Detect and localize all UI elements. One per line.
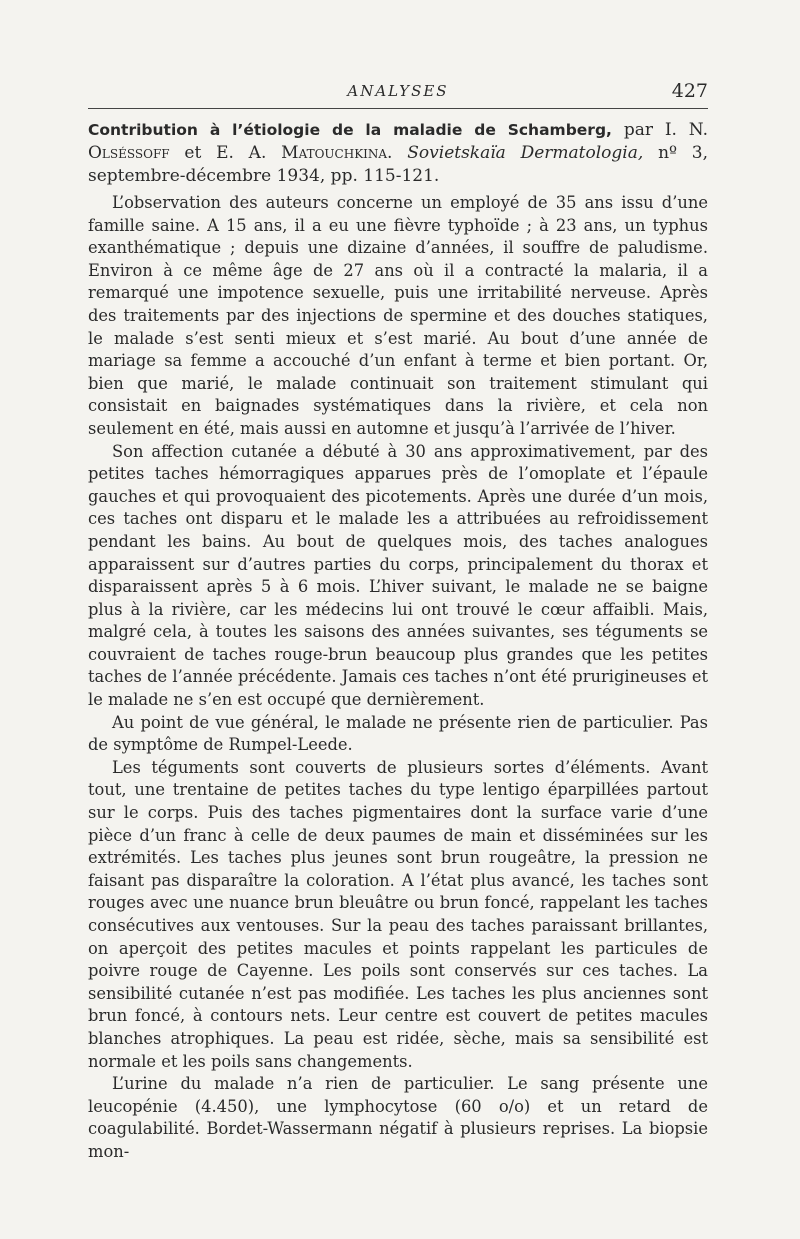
article-title: Contribution à l’étiologie de la maladie de Schamberg, — [88, 121, 612, 139]
journal-issue: nº 3, septembre-décembre 1934, pp. 115-121. — [88, 143, 709, 186]
paragraph-teguments: Les téguments sont couverts de plusieurs sortes d’éléments. Avant tout, une trentaine de petites taches du type lentigo éparpillées partout sur le corps. Puis des taches pigmentaires dont la surface varie d’une pièce d’un franc à celle de deux paumes de main et disséminées sur les extrémités. Les taches plus jeunes sont brun rougeâtre, la pression ne faisant pas disparaître la coloration. A l’état plus avancé, les taches sont rouges avec une nuance brun bleuâtre ou brun foncé, rappelant les taches consécutives aux ventouses. Sur la peau des taches paraissant brillantes, on aperçoit des petites macules et points rappelant les particules de poivre rouge de Cayenne. Les poils sont conservés sur ces taches. La sensibilité cutanée n’est pas modifiée. Les taches les plus anciennes sont brun foncé, à contours nets. Leur centre est couvert de petites macules blanches atrophiques. La peau est ridée, sèche, mais sa sensibilité est normale et les poils sans changements. — [88, 757, 708, 1071]
author-1: Olséssoff — [88, 143, 170, 163]
page — [88, 78, 708, 1164]
paragraph-onset: Son affection cutanée a débuté à 30 ans approximativement, par des petites taches hémorragiques apparues près de l’omoplate et l’épaule gauches et qui provoquaient des picotements. Après une durée d’un mois, ces taches ont disparu et le malade les a attribuées au refroidissement pendant les bains. Au bout de quelques mois, des taches analogues apparaissent sur d’autres parties du corps, principalement du thorax et disparaissent après 5 à 6 mois. L’hiver suivant, le malade ne se baigne plus à la rivière, car les médecins lui ont trouvé le cœur affaibli. Mais, malgré cela, à toutes les saisons des années suivantes, ses téguments se couvraient de taches rouge-brun beaucoup plus grandes que les petites taches de l’année précédente. Jamais ces taches n’ont été prurigineuses et le malade ne s’en est occupé que dernièrement. — [88, 441, 708, 710]
authors-by: par I. N. — [623, 120, 709, 140]
article-heading — [88, 119, 708, 188]
authors-join: et E. A. — [184, 143, 267, 163]
author-2: Matouchkina. — [281, 143, 393, 163]
page-number: 427 — [671, 80, 708, 102]
header-rule — [88, 108, 708, 109]
paragraph-observation: L’observation des auteurs concerne un employé de 35 ans issu d’une famille saine. A 15 ans, il a eu une fièvre typhoïde ; à 23 ans, un typhus exanthématique ; depuis une dizaine d’années, il souffre de paludisme. Environ à ce même âge de 27 ans où il a contracté la malaria, il a remarqué une impotence sexuelle, puis une irritabilité nerveuse. Après des traitements par des injections de spermine et des douches statiques, le malade s’est senti mieux et s’est marié. Au bout d’une année de mariage sa femme a accouché d’un enfant à terme et bien portant. Or, bien que marié, le malade continuait son traitement stimulant qui consistait en baignades systématiques dans la rivière, et cela non seulement en été, mais aussi en automne et jusqu’à l’arrivée de l’hiver. — [88, 193, 708, 438]
running-title: ANALYSES — [347, 82, 449, 100]
paragraph-lab: L’urine du malade n’a rien de particulier. Le sang présente une leucopénie (4.450), une lymphocytose (60 o/o) et un retard de coagulabilité. Bordet-Wassermann négatif à plusieurs reprises. La biopsie mon- — [88, 1074, 708, 1161]
running-head — [88, 78, 708, 104]
journal-name: Sovietskaïa Dermatologia, — [407, 143, 644, 163]
paragraph-general: Au point de vue général, le malade ne présente rien de particulier. Pas de symptôme de Rumpel-Leede. — [88, 712, 708, 755]
